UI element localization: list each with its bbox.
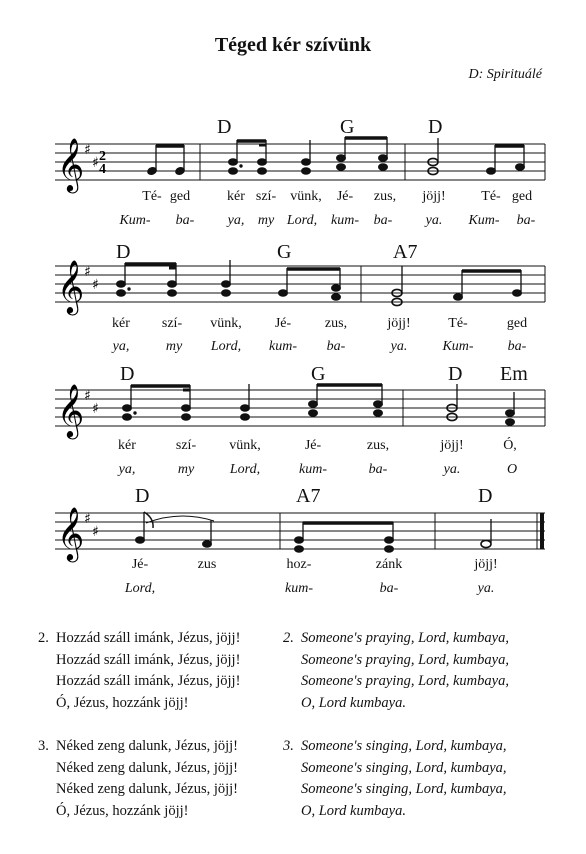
- lyric-syllable-english: Lord,: [210, 339, 242, 354]
- lyric-syllable-english: ba-: [326, 339, 346, 354]
- lyric-syllable: Té-: [142, 189, 162, 204]
- lyric-syllable-english: ya.: [425, 213, 443, 228]
- lyric-syllable-english: kum-: [285, 581, 313, 596]
- lyric-syllable-english: ya.: [477, 581, 495, 596]
- sharp-c-icon: ♯: [92, 524, 99, 540]
- lyric-syllable: ged: [506, 316, 528, 331]
- lyric-syllable-english: ba-: [507, 339, 527, 354]
- treble-clef-icon: 𝄞: [57, 259, 85, 313]
- lyric-syllable: hoz-: [286, 557, 312, 572]
- verse-line: Hozzád száll imánk, Jézus, jöjj!: [56, 673, 241, 689]
- lyric-syllable-english: ya.: [390, 339, 408, 354]
- lyric-syllable-english: Lord,: [124, 581, 156, 596]
- verse-line: Someone's singing, Lord, kumbaya,: [301, 759, 507, 776]
- time-signature-bottom: 4: [99, 162, 106, 177]
- time-signature-top: 2: [99, 149, 106, 164]
- lyric-syllable-english: ya,: [118, 462, 136, 477]
- lyric-syllable: zus,: [324, 316, 348, 331]
- verse-3-english: [283, 736, 507, 822]
- verse-line: Ó, Jézus, hozzánk jöjj!: [56, 802, 189, 819]
- lyric-syllable: Té-: [448, 316, 468, 331]
- chord-symbol: D: [428, 116, 443, 138]
- lyric-syllable: szí-: [255, 189, 277, 204]
- lyric-syllable: jöjj!: [440, 438, 464, 453]
- verse-line: Ó, Jézus, hozzánk jöjj!: [56, 694, 189, 711]
- verse-line: Néked zeng dalunk, Jézus, jöjj!: [56, 759, 239, 776]
- lyric-syllable: zus,: [366, 438, 390, 453]
- lyric-syllable-english: ba-: [373, 213, 393, 228]
- lyric-syllable-english: Kum-: [119, 213, 151, 228]
- verse-line: Someone's praying, Lord, kumbaya,: [301, 651, 509, 668]
- lyric-syllable: Jé-: [336, 189, 354, 204]
- chord-symbol: D: [116, 241, 131, 263]
- lyric-syllable: jöjj!: [422, 189, 446, 204]
- lyric-syllable: jöjj!: [474, 557, 498, 572]
- lyric-syllable: szí-: [161, 316, 183, 331]
- lyric-syllable: zánk: [375, 557, 403, 572]
- verse-2-hungarian: [38, 628, 240, 714]
- lyric-syllable: zus: [197, 557, 217, 572]
- sharp-f-icon: ♯: [84, 264, 91, 280]
- treble-clef-icon: 𝄞: [57, 137, 85, 191]
- verse-line: Néked zeng dalunk, Jézus, jöjj!: [56, 781, 239, 797]
- lyric-syllable: szí-: [175, 438, 197, 453]
- lyric-syllable-english: my: [177, 462, 195, 477]
- verse-line: Néked zeng dalunk, Jézus, jöjj!: [56, 738, 239, 754]
- verse-line: Someone's singing, Lord, kumbaya,: [301, 781, 507, 797]
- chord-symbol: D: [217, 116, 232, 138]
- chord-symbol: Em: [500, 363, 528, 385]
- lyric-syllable: kér: [118, 438, 136, 453]
- lyric-syllable-english: kum-: [331, 213, 359, 228]
- sharp-c-icon: ♯: [92, 277, 99, 293]
- lyric-syllable-english: ba-: [175, 213, 195, 228]
- verse-2-english: [283, 628, 509, 714]
- sharp-f-icon: ♯: [84, 388, 91, 404]
- lyric-syllable-english: ya,: [227, 213, 245, 228]
- verse-number: 3.: [38, 738, 49, 754]
- verse-number: 2.: [283, 630, 294, 646]
- lyric-syllable-english: ba-: [516, 213, 536, 228]
- sharp-c-icon: ♯: [92, 155, 99, 171]
- lyric-syllable: kér: [227, 189, 245, 204]
- chord-symbol: G: [340, 116, 355, 138]
- verse-number: 3.: [283, 738, 294, 754]
- lyric-syllable-english: my: [257, 213, 275, 228]
- lyric-syllable: vünk,: [210, 316, 242, 331]
- lyric-syllable: vünk,: [290, 189, 322, 204]
- lyric-syllable-english: ba-: [379, 581, 399, 596]
- lyric-syllable-english: Lord,: [229, 462, 261, 477]
- lyric-syllable: ged: [511, 189, 533, 204]
- verse-line: Someone's praying, Lord, kumbaya,: [301, 630, 509, 646]
- sharp-c-icon: ♯: [92, 401, 99, 417]
- lyric-syllable-english: ya.: [443, 462, 461, 477]
- lyric-syllable-english: Kum-: [442, 339, 474, 354]
- verse-line: Hozzád száll imánk, Jézus, jöjj!: [56, 630, 241, 646]
- chord-symbol: G: [311, 363, 326, 385]
- lyric-syllable-english: kum-: [269, 339, 297, 354]
- lyric-syllable-english: ya,: [112, 339, 130, 354]
- lyric-syllable: Jé-: [274, 316, 292, 331]
- lyric-syllable-english: O: [506, 462, 518, 477]
- chord-symbol: A7: [393, 241, 418, 263]
- sharp-f-icon: ♯: [84, 142, 91, 158]
- treble-clef-icon: 𝄞: [57, 383, 85, 437]
- composer-credit: D: Spirituálé: [468, 67, 542, 82]
- final-barline: [540, 513, 544, 549]
- song-title: Téged kér szívünk: [214, 34, 372, 56]
- lyric-syllable-english: kum-: [299, 462, 327, 477]
- lyric-syllable: Jé-: [131, 557, 149, 572]
- lyric-syllable: jöjj!: [387, 316, 411, 331]
- lyric-syllable-english: Lord,: [286, 213, 318, 228]
- verse-3-hungarian: [38, 736, 238, 822]
- lyric-syllable: kér: [112, 316, 130, 331]
- chord-symbol: D: [135, 485, 150, 507]
- verse-line: Hozzád száll imánk, Jézus, jöjj!: [56, 651, 241, 668]
- verse-number: 2.: [38, 630, 49, 646]
- verse-line: Someone's singing, Lord, kumbaya,: [301, 738, 507, 754]
- lyric-syllable-english: Kum-: [468, 213, 500, 228]
- lyric-syllable: Jé-: [304, 438, 322, 453]
- lyric-syllable-english: ba-: [368, 462, 388, 477]
- lyric-syllable-english: my: [165, 339, 183, 354]
- chord-symbol: A7: [296, 485, 321, 507]
- lyric-syllable: zus,: [373, 189, 397, 204]
- chord-symbol: G: [277, 241, 292, 263]
- verse-line: Someone's praying, Lord, kumbaya,: [301, 673, 509, 689]
- lyric-syllable: vünk,: [229, 438, 261, 453]
- chord-symbol: D: [478, 485, 493, 507]
- lyric-syllable: Ó,: [503, 438, 517, 453]
- treble-clef-icon: 𝄞: [57, 506, 85, 560]
- verse-line: O, Lord kumbaya.: [301, 802, 406, 819]
- lyric-syllable: ged: [169, 189, 191, 204]
- chord-symbol: D: [120, 363, 135, 385]
- chord-symbol: D: [448, 363, 463, 385]
- sharp-f-icon: ♯: [84, 511, 91, 527]
- lyric-syllable: Té-: [481, 189, 501, 204]
- verse-line: O, Lord kumbaya.: [301, 694, 406, 711]
